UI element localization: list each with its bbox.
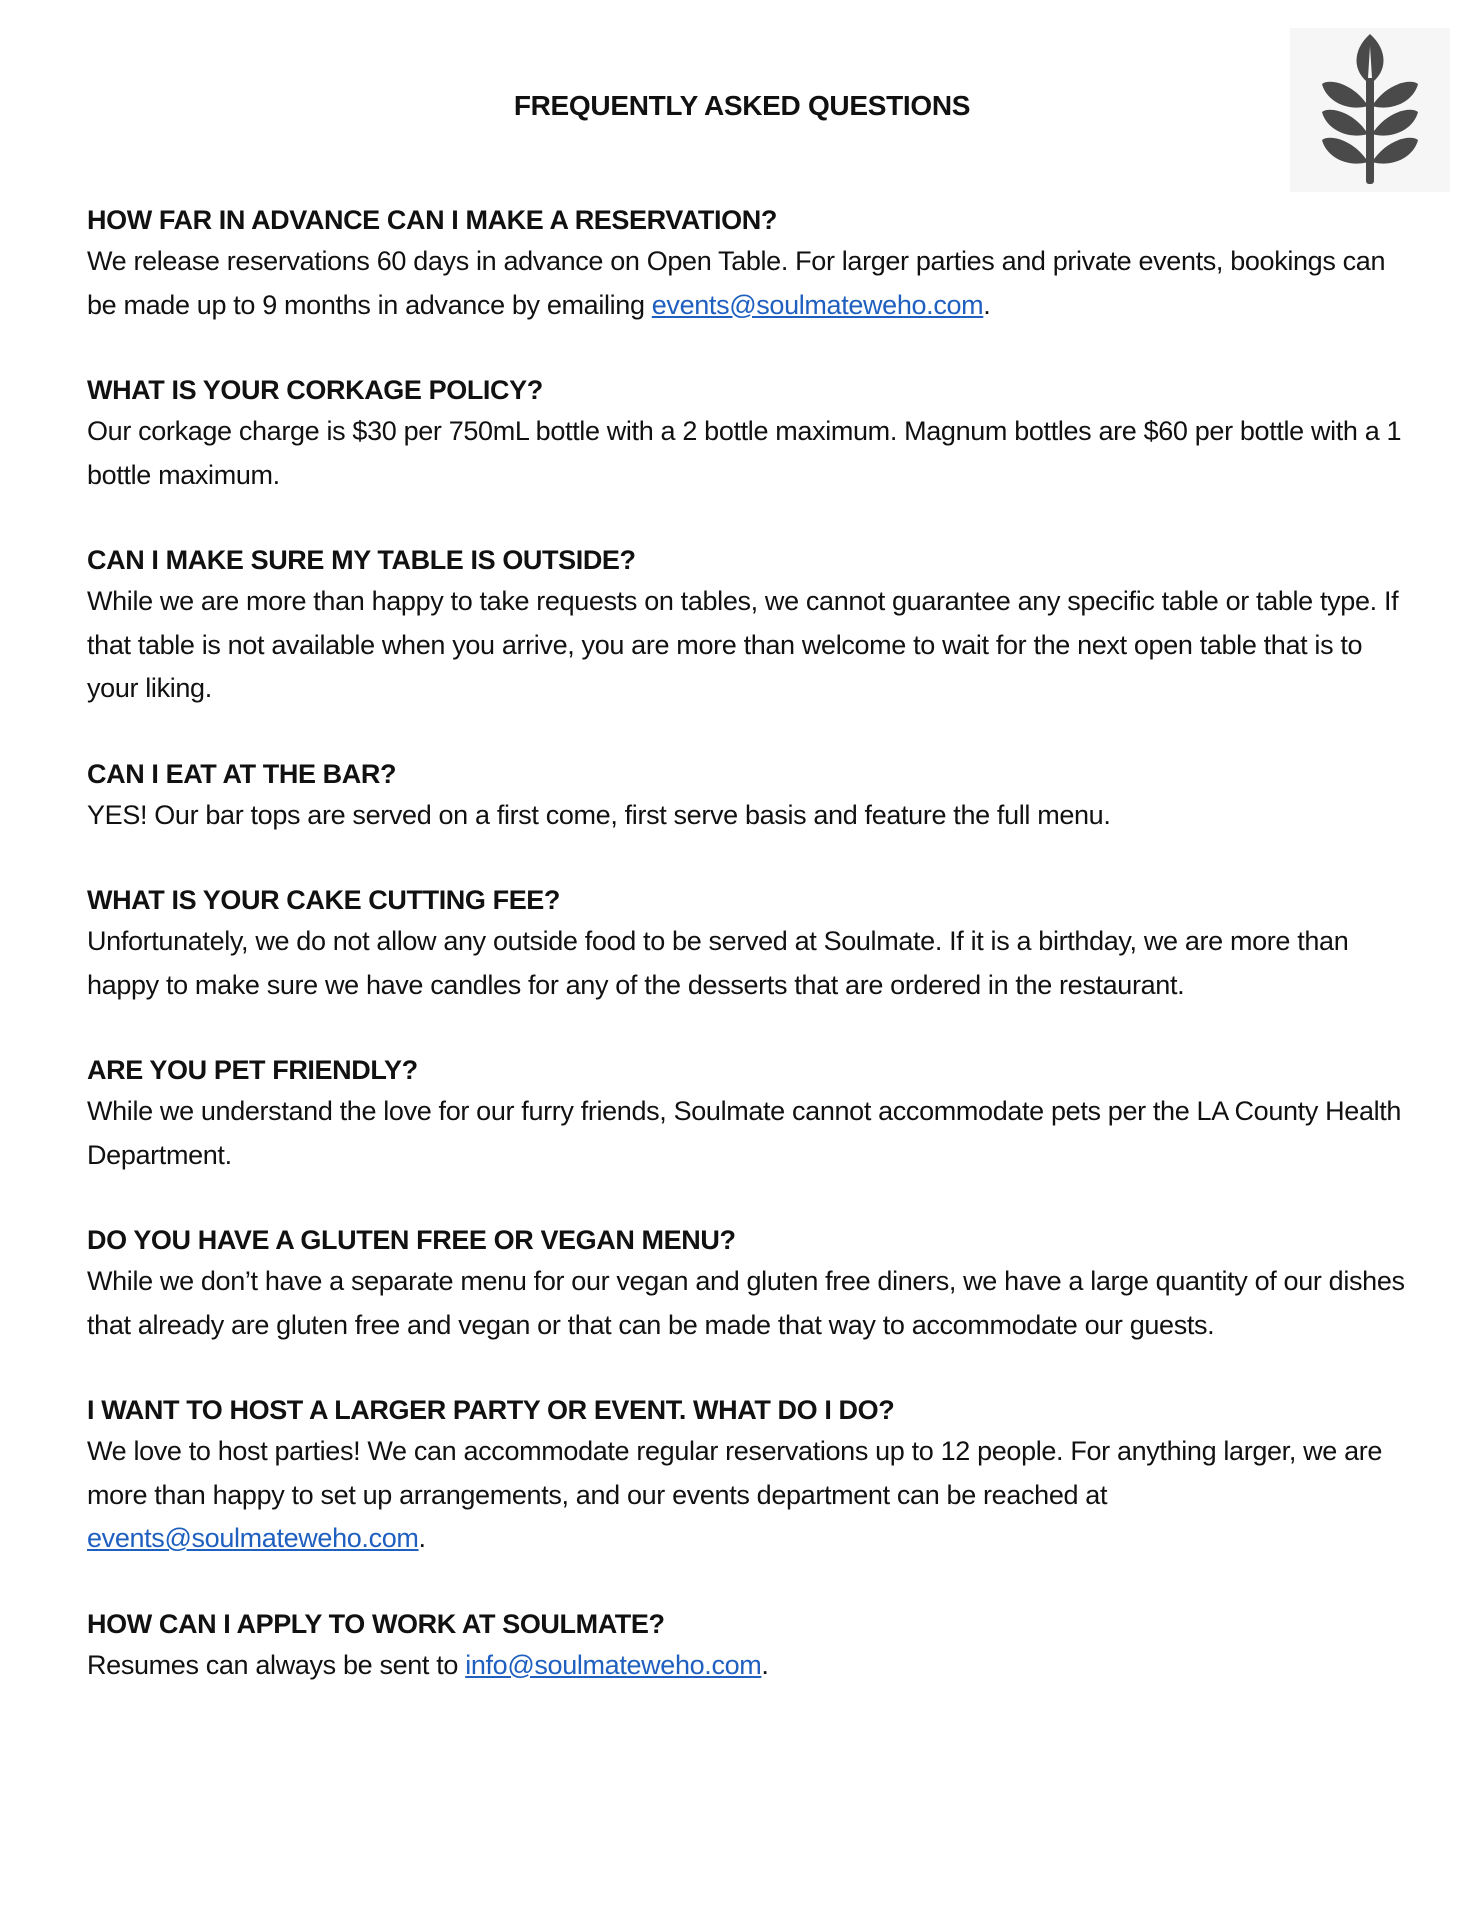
faq-answer-text: We release reservations 60 days in advance on Open Table. For larger parties and private events, bookings can be made up to 9 months in advance by emailing (87, 246, 1386, 320)
faq-answer-end: . (983, 289, 991, 320)
faq-item (87, 1050, 1417, 1177)
faq-question: CAN I EAT AT THE BAR? (87, 758, 397, 789)
faq-answer-text: Resumes can always be sent to (87, 1649, 466, 1680)
faq-answer: Our corkage charge is $30 per 750mL bottle with a 2 bottle maximum. Magnum bottles are $60 per bottle with a 1 bottle maximum. (87, 416, 1402, 490)
faq-item (87, 200, 1417, 327)
faq-answer-text: We love to host parties! We can accommodate regular reservations up to 12 people. For anything larger, we are more than happy to set up arrangements, and our events department can be reached at (87, 1436, 1383, 1510)
faq-item (87, 880, 1417, 1007)
faq-item (87, 1220, 1417, 1347)
faq-answer (87, 240, 1417, 327)
faq-answer-end: . (418, 1523, 426, 1553)
faq-answer: While we understand the love for our furry friends, Soulmate cannot accommodate pets per the LA County Health Department. (87, 1096, 1402, 1170)
faq-answer: While we don’t have a separate menu for our vegan and gluten free diners, we have a large quantity of our dishes that already are gluten free and vegan or that can be made that way to accommodate our guests. (87, 1266, 1405, 1340)
page-title: FREQUENTLY ASKED QUESTIONS (513, 90, 971, 121)
faq-question: CAN I MAKE SURE MY TABLE IS OUTSIDE? (87, 545, 636, 575)
faq-item (87, 1604, 1417, 1688)
events-email-link[interactable]: events@soulmateweho.com (87, 1523, 419, 1553)
faq-answer: While we are more than happy to take requests on tables, we cannot guarantee any specific table or table type. If that table is not available when you arrive, you are more than welcome to wait for the next open table that is to your liking. (87, 586, 1399, 703)
info-email-link[interactable]: info@soulmateweho.com (465, 1649, 762, 1680)
faq-answer: YES! Our bar tops are served on a first come, first serve basis and feature the full menu. (87, 799, 1111, 830)
faq-answer (87, 1430, 1417, 1561)
faq-item (87, 1390, 1417, 1561)
faq-item (87, 540, 1417, 711)
faq-list (87, 200, 1417, 1730)
faq-question: WHAT IS YOUR CAKE CUTTING FEE? (87, 885, 560, 915)
faq-question: WHAT IS YOUR CORKAGE POLICY? (87, 375, 543, 405)
faq-item (87, 370, 1417, 497)
faq-item (87, 754, 1417, 838)
faq-answer-end: . (761, 1649, 769, 1680)
faq-answer: Unfortunately, we do not allow any outside food to be served at Soulmate. If it is a birthday, we are more than happy to make sure we have candles for any of the desserts that are ordered in the restaurant. (87, 926, 1349, 1000)
events-email-link[interactable]: events@soulmateweho.com (651, 289, 984, 320)
faq-question: ARE YOU PET FRIENDLY? (87, 1055, 418, 1085)
faq-question: DO YOU HAVE A GLUTEN FREE OR VEGAN MENU? (87, 1225, 736, 1255)
faq-question: I WANT TO HOST A LARGER PARTY OR EVENT. WHAT DO I DO? (87, 1395, 895, 1425)
faq-question: HOW FAR IN ADVANCE CAN I MAKE A RESERVATION? (87, 205, 777, 235)
faq-answer (87, 1644, 1417, 1688)
faq-question: HOW CAN I APPLY TO WORK AT SOULMATE? (87, 1608, 665, 1639)
